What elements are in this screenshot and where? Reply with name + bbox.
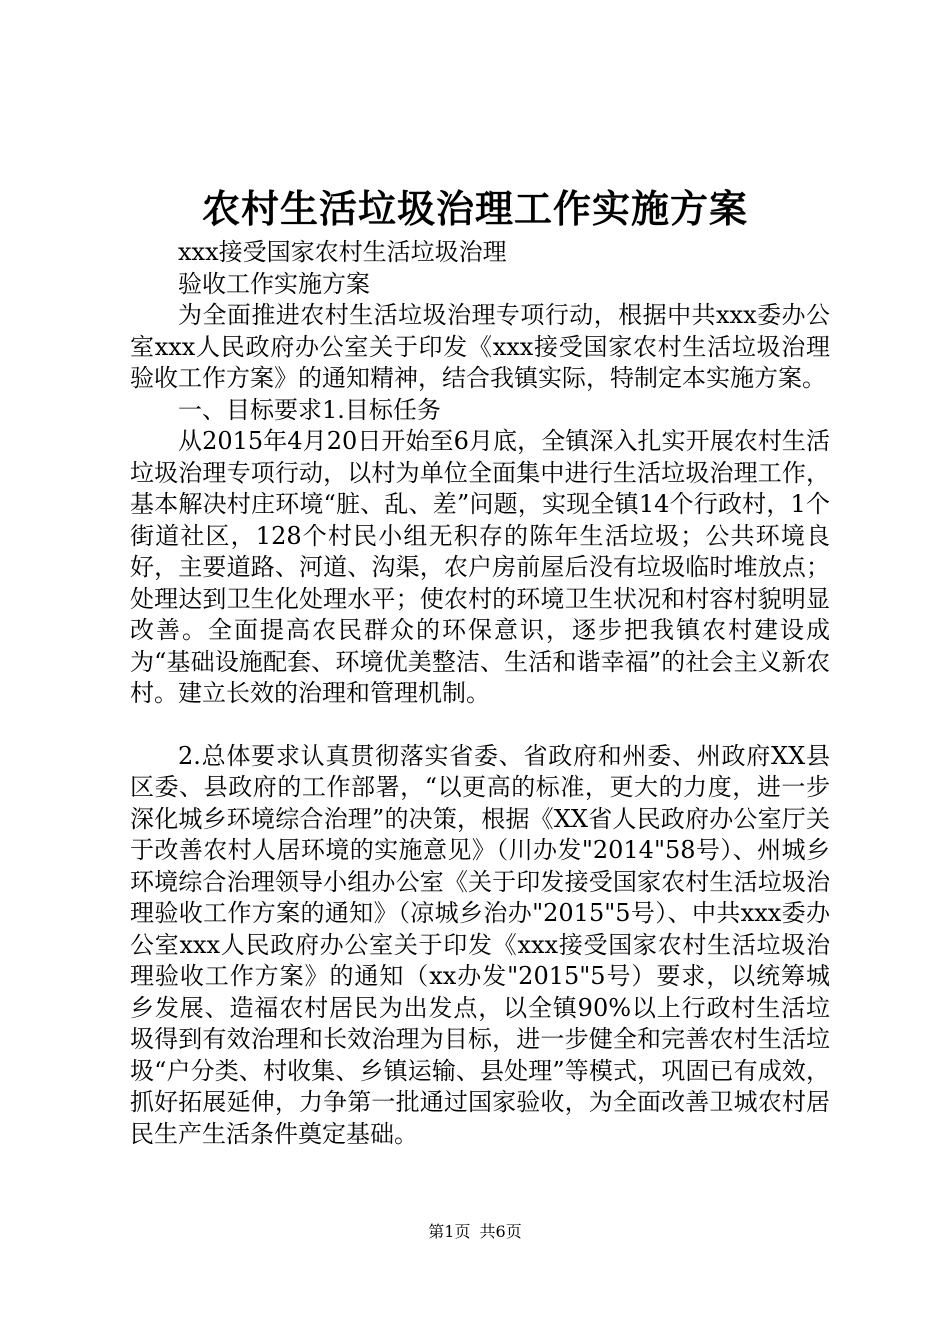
page-footer <box>0 1221 950 1243</box>
section-heading-goals: 一、目标要求1.目标任务 <box>178 395 441 424</box>
requirements-paragraph: 2.总体要求认真贯彻落实省委、省政府和州委、州政府XX县区委、县政府的工作部署，“以更高的标准，更大的力度，进一步深化城乡环境综合治理”的决策，根据《XX省人民政府办公室厅关于改善农村人居环境的实施意见》（川办发"2014"58号）、州城乡环境综合治理领导小组办公室《关于印发接受国家农村生活垃圾治理验收工作方案的通知》（凉城乡治办"2015"5号）、中共xxx委办公室xxx人民政府办公室关于印发《xxx接受国家农村生活垃圾治理验收工作方案》的通知（xx办发"2015"5号）要求，以统筹城乡发展、造福农村居民为出发点，以全镇90%以上行政村生活垃圾得到有效治理和长效治理为目标，进一步健全和完善农村生活垃圾“户分类、村收集、乡镇运输、县处理”等模式，巩固已有成效，抓好拓展延伸，力争第一批通过国家验收，为全面改善卫城农村居民生产生活条件奠定基础。 <box>130 741 830 1148</box>
page-total: 共6页 <box>479 1222 522 1241</box>
document-body <box>130 237 830 1150</box>
intro-paragraph: 为全面推进农村生活垃圾治理专项行动，根据中共xxx委办公室xxx人民政府办公室关于印发《xxx接受国家农村生活垃圾治理验收工作方案》的通知精神，结合我镇实际，特制定本实施方案。 <box>130 301 830 392</box>
subtitle-line-2: 验收工作实施方案 <box>178 269 370 298</box>
page-number: 第1页 <box>428 1222 471 1241</box>
goal-paragraph: 从2015年4月20日开始至6月底，全镇深入扎实开展农村生活垃圾治理专项行动，以村为单位全面集中进行生活垃圾治理工作，基本解决村庄环境“脏、乱、差”问题，实现全镇14个行政村，1个街道社区，128个村民小组无积存的陈年生活垃圾；公共环境良好，主要道路、河道、沟渠，农户房前屋后没有垃圾临时堆放点；处理达到卫生化处理水平；使农村的环境卫生状况和村容村貌明显改善。全面提高农民群众的环保意识，逐步把我镇农村建设成为“基础设施配套、环境优美整洁、生活和谐幸福”的社会主义新农村。建立长效的治理和管理机制。 <box>130 427 830 707</box>
subtitle-line-1: xxx接受国家农村生活垃圾治理 <box>178 238 507 266</box>
document-title: 农村生活垃圾治理工作实施方案 <box>201 186 748 231</box>
paragraph-spacer <box>130 710 830 741</box>
